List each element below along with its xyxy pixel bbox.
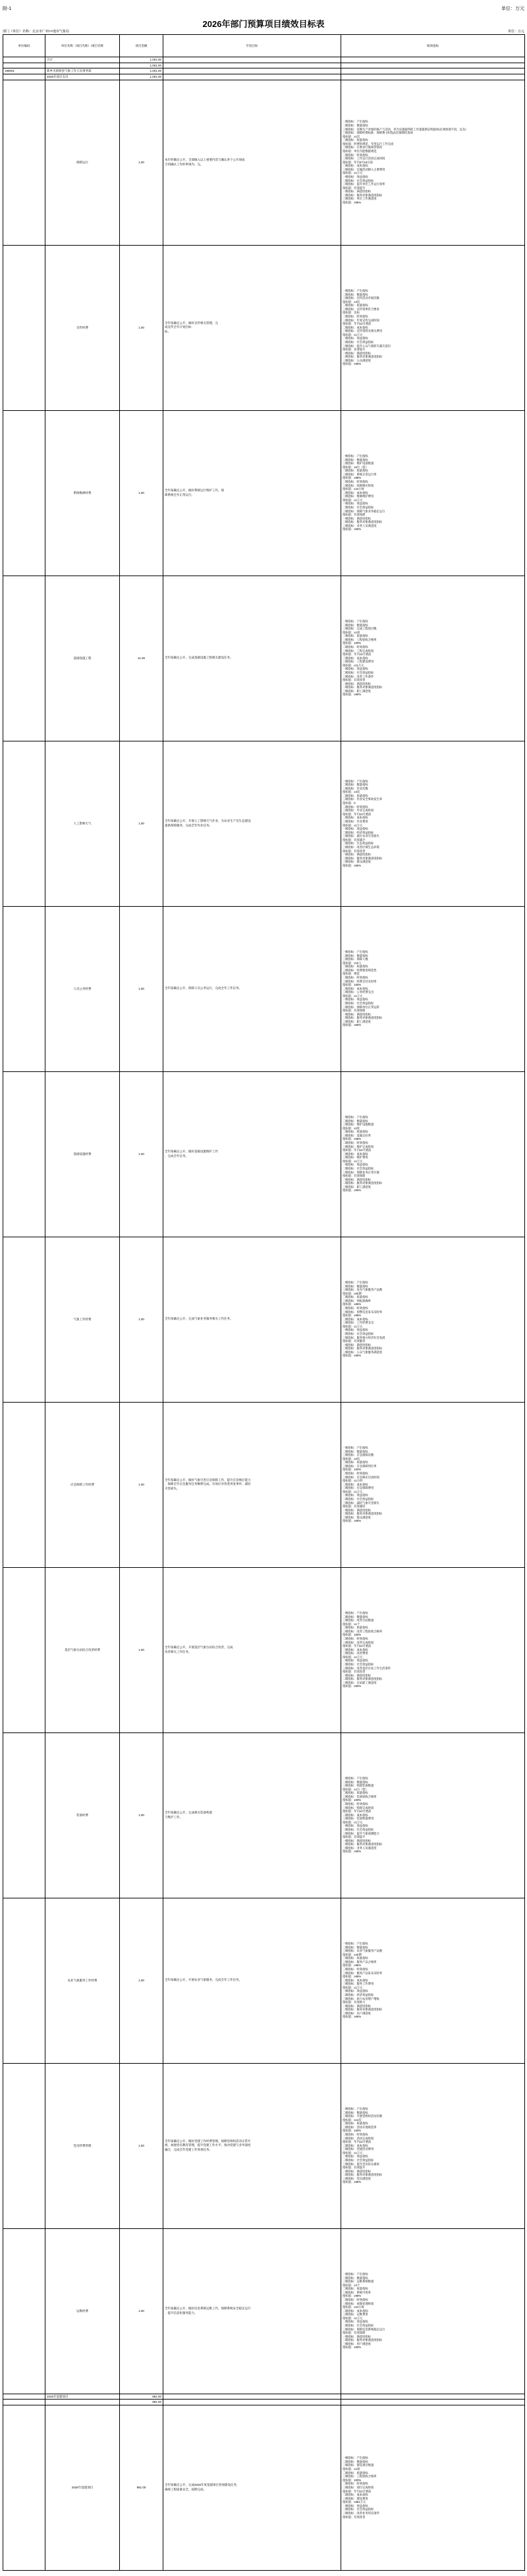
- table-row: [3, 1402, 525, 1567]
- cell-budget: 1.00: [120, 80, 163, 245]
- cell-dept: [3, 57, 45, 63]
- header-indicators: 绩效指标: [341, 35, 525, 57]
- cell-dept: [3, 1237, 45, 1402]
- cell-goal: [163, 74, 341, 80]
- table-row: [3, 2405, 525, 2570]
- cell-goal: [163, 2394, 341, 2400]
- cell-project-name: 基层气象台站综合改善经费: [45, 1567, 120, 1732]
- subtotal-row: [3, 2400, 525, 2405]
- cell-name: [45, 2400, 120, 2405]
- cell-goal: [163, 63, 341, 68]
- cell-budget: 1.00: [120, 1071, 163, 1237]
- cell-project-name: 基础设施工程: [45, 576, 120, 741]
- cell-indicators: 一级指标：产出指标 二级指标：数量指标 三级指标：保障人数 指标值：≥10人 二级指标：质量指标 三级指标：经费使用规范性 指标值：规范 二级指标：时效指标 三级指标：经费支付及时率 指标值：100% 二级指标：成本指标 三级指标：公务经费支出 指标值：≤1万元 一级指标：效益指标 二级指标：社会效益指标 三级指标：保障单位正常运转 指标值：有效保障 一级指标：满意度指标 二级指标：服务对象满意度指标 三级指标：职工满意度 指标值：≥90%: [341, 906, 525, 1071]
- cell-indicators: [341, 2394, 525, 2400]
- page-title: 2026年部门预算项目绩效目标表: [202, 19, 325, 29]
- cell-indicators: 一级指标：产出指标 二级指标：数量指标 三级指标：完成工程项目数 指标值：≥1项 二级指标：质量指标 三级指标：工程验收合格率 指标值：100% 二级指标：时效指标 三级指标：工程完成时间 指标值：年内12月底前 二级指标：成本指标 三级指标：工程建设费用 指标值：≤11万元 一级指标：效益指标 二级指标：社会效益指标 三级指标：改善工作条件 指标值：有效改善 一级指标：满意度指标 二级指标：服务对象满意度指标 三级指标：职工满意度 指标值：≥90%: [341, 576, 525, 741]
- cell-goal: 全年按确定公开，完成2026年度基建项目各项建设任务， 确保工程质量安全，按期完成。: [163, 2405, 341, 2570]
- cell-indicators: 一级指标：产出指标 二级指标：数量指标 三级指标：应急演练次数 指标值：≥2次 二级指标：质量指标 三级指标：应急保障到位率 指标值：100% 二级指标：时效指标 三级指标：应急响应启动时间 指标值：≤1小时 二级指标：成本指标 三级指标：应急保障费用 指标值：≤1万元 一级指标：效益指标 二级指标：社会效益指标 三级指标：减轻气象灾害损失 指标值：有效减轻 一级指标：满意度指标 二级指标：服务对象满意度指标 三级指标：群众满意度 指标值：≥90%: [341, 1402, 525, 1567]
- cell-budget: 1,001.00: [120, 74, 163, 80]
- cell-dept: [3, 2405, 45, 2570]
- summary-row: [3, 63, 525, 68]
- cell-project-name: 2026年基建项目: [45, 2405, 120, 2570]
- cell-goal: 全年按确定公开，保障人员公务运行，完成全年工作任务。: [163, 906, 341, 1071]
- cell-indicators: [341, 68, 525, 74]
- cell-indicators: 一级指标：产出指标 二级指标：数量指标 三级指标：发布气象服务产品数 指标值：≥50期 二级指标：质量指标 三级指标：预报准确率 指标值：≥85% 二级指标：时效指标 三级指标：预警信息发布及时率 指标值：≥95% 二级指标：成本指标 三级指标：工作经费支出 指标值：≤1万元 一级指标：效益指标 二级指标：社会效益指标 三级指标：服务地方经济社会发展 指标值：有效服务 一级指标：满意度指标 二级指标：服务对象满意度指标 三级指标：公众气象服务满意度 指标值：≥90%: [341, 1237, 525, 1402]
- cell-dept: [3, 80, 45, 245]
- cell-goal: 全年按确定公开，完成相关装备购置 与维护工作。: [163, 1732, 341, 1898]
- cell-indicators: 一级指标：产出指标 二级指标：数量指标 三级指标：农业气象服务产品数 指标值：≥20期 二级指标：质量指标 三级指标：服务产品合格率 指标值：≥95% 二级指标：时效指标 三级指标：服务产品发布及时率 指标值：≥95% 二级指标：成本指标 三级指标：服务工作费用 指标值：≤1万元 一级指标：效益指标 二级指标：经济效益指标 三级指标：助力农业增产增收 指标值：有效助力 一级指标：满意度指标 二级指标：服务对象满意度指标 三级指标：农户满意度 指标值：≥90%: [341, 1898, 525, 2063]
- summary-row: [3, 68, 525, 74]
- cell-dept: [3, 1567, 45, 1732]
- unit-name-line: 部门（单位）名称：北京市广州××地市气象局: [3, 30, 69, 34]
- cell-budget: 1.00: [120, 410, 163, 576]
- cell-indicators: 一级指标：产出指标 二级指标：数量指标 三级指标：宣传活动开展次数 指标值：≥3次 二级指标：质量指标 三级指标：宣传效果符合要求 指标值：达标 二级指标：时效指标 三级指标：年度宣传完成时间 指标值：年内12月底前 二级指标：成本指标 三级指标：宣传资料及相关费用 指标值：≤1万元 一级指标：效益指标 二级指标：社会效益指标 三级指标：提升公众气象防灾减灾意识 指标值：显著提升 一级指标：满意度指标 二级指标：服务对象满意度指标 三级指标：公众满意度 指标值：≥90%: [341, 245, 525, 410]
- cell-dept: [3, 576, 45, 741]
- cell-project-name: 基础设施经费: [45, 1071, 120, 1237]
- table-row: [3, 410, 525, 576]
- cell-goal: 全年按确定公开，做好基础设施维护工作 ，完成全年任务。: [163, 1071, 341, 1237]
- cell-project-name: 保障运行: [45, 80, 120, 245]
- cell-goal: 全年按确定公开，开展基层气象台站综合改善，完成 改善相关工作任务。: [163, 1567, 341, 1732]
- cell-name: 新乡市新桥县气象工作人员事务部: [45, 68, 120, 74]
- cell-budget: 1.00: [120, 1567, 163, 1732]
- header-budget: 项目金额: [120, 35, 163, 57]
- cell-project-name: 党员经费管理: [45, 2063, 120, 2228]
- cell-goal: [163, 68, 341, 74]
- cell-budget: 1.00: [120, 1898, 163, 2063]
- cell-goal: 全年按确定公开，开展农业气象服务，完成全年工作任务。: [163, 1898, 341, 2063]
- cell-budget: 981.00: [120, 2400, 163, 2405]
- cell-dept: [3, 63, 45, 68]
- cell-goal: 全年按确定公开，做好信息系统运维工作，保障系统安全稳定运行 ，提升信息化服务能力。: [163, 2228, 341, 2394]
- page-marker: 附-1: [3, 7, 12, 11]
- cell-budget: 1,001.00: [120, 63, 163, 68]
- cell-project-name: 装备经费: [45, 1732, 120, 1898]
- cell-project-name: 农业气象服务工作经费: [45, 1898, 120, 2063]
- cell-indicators: 一级指标：产出指标 二级指标：数量指标 三级指标：运维系统数量 指标值：≥3个 二级指标：质量指标 三级指标：系统可用率 指标值：≥99% 二级指标：时效指标 三级指标：故障处理时间 指标值：≤24小时 二级指标：成本指标 三级指标：运维费用 指标值：≤1万元 一级指标：效益指标 二级指标：社会效益指标 三级指标：保障信息系统稳定运行 指标值：有效保障 一级指标：满意度指标 二级指标：服务对象满意度指标 三级指标：用户满意度 指标值：≥90%: [341, 2228, 525, 2394]
- cell-dept: [3, 906, 45, 1071]
- cell-name: [45, 63, 120, 68]
- table-row: [3, 1898, 525, 2063]
- cell-goal: 全年按确定公开，完成气象业务服务相关工作任务。: [163, 1237, 341, 1402]
- header-dept: 单位编码: [3, 35, 45, 57]
- table-row: [3, 1732, 525, 1898]
- cell-goal: [163, 57, 341, 63]
- cell-dept: [3, 74, 45, 80]
- cell-project-name: 人工影响天气: [45, 741, 120, 906]
- table-row: [3, 1071, 525, 1237]
- cell-indicators: 一级指标：产出指标 二级指标：数量指标 三级指标：建设项目数量 指标值：≥1项 二级指标：质量指标 三级指标：工程验收合格率 指标值：100% 二级指标：时效指标 三级指标：项目完成时间 指标值：年内12月底前 二级指标：成本指标 三级指标：建设费用 指标值：≤981万元 一级指标：效益指标 二级指标：社会效益指标 三级指标：改善业务用房条件 指标值：有效改善: [341, 2405, 525, 2570]
- table-row: [3, 1567, 525, 1732]
- subtotal-row: [3, 2394, 525, 2400]
- cell-project-name: 宣传经费: [45, 245, 120, 410]
- table-row: [3, 906, 525, 1071]
- table-row: [3, 1237, 525, 1402]
- cell-name: 2026年项目支出: [45, 74, 120, 80]
- page-unit-corner: 单位：万元: [501, 7, 524, 11]
- cell-indicators: [341, 2400, 525, 2405]
- cell-dept: [3, 2228, 45, 2394]
- cell-budget: 1.00: [120, 2063, 163, 2228]
- cell-budget: 1.00: [120, 245, 163, 410]
- cell-budget: 1.00: [120, 1402, 163, 1567]
- cell-project-name: 气象工作经费: [45, 1237, 120, 1402]
- cell-dept: [3, 1898, 45, 2063]
- table-row: [3, 2063, 525, 2228]
- cell-indicators: 一级指标：产出指标 二级指标：数量指标 三级指标：反映生产对象的核产与活动，但为实施取得的工作量提供证明(指标必须体现不同，以及） 三级指标：保障经费标准：保障费·(各类)/1次保障检查项 指标值：≥1次 二级指标：质量指标 指标值：经费的规范，年度运行工作完成 三级指标：在要求行驶保管情况 指标值：单位内能数据规范 二级指标：时效指标 三级指标：工作运行活动完成时间 指标值：年内3月15日前 二级指标：成本指标 三级指标：实施活动制入主要费用 指标值：≤1万元 一级指标：效益指标 二级指标：社会效益指标 三级指标：提升单位工作运行效率 指标值：有效提升 一级指标：满意度指标 二级指标：服务对象满意度指标 三级指标：单位工作满意度 指标值：≥95%: [341, 80, 525, 245]
- cell-indicators: 一级指标：产出指标 二级指标：数量指标 三级指标：开展党组织活动次数 指标值：≥12次 二级指标：质量指标 三级指标：活动开展规范率 指标值：100% 二级指标：时效指标 三级指标：活动完成时间 指标值：年内12月底前 二级指标：成本指标 三级指标：党建活动费用 指标值：≤1万元 一级指标：效益指标 二级指标：社会效益指标 三级指标：提升党员队伍素质 指标值：有效提升 一级指标：满意度指标 二级指标：服务对象满意度指标 三级指标：党员满意度 指标值：≥95%: [341, 2063, 525, 2228]
- cell-project-name: 人员公务经费: [45, 906, 120, 1071]
- cell-goal: 全年按确定公开，做好宣传相关管理，完 成宣传全年计划目标 标。: [163, 245, 341, 410]
- cell-budget: 1.00: [120, 1732, 163, 1898]
- table-row: [3, 80, 525, 245]
- cell-project-name: 运维经费: [45, 2228, 120, 2394]
- cell-budget: 1,001.00: [120, 57, 163, 63]
- cell-budget: 11.00: [120, 576, 163, 741]
- cell-dept: [3, 410, 45, 576]
- cell-budget: 1,001.00: [120, 68, 163, 74]
- cell-indicators: 一级指标：产出指标 二级指标：数量指标 三级指标：维护设施数量 指标值：≥2处 二级指标：质量指标 三级指标：设施完好率 指标值：≥95% 二级指标：时效指标 三级指标：维护完成时间 指标值：年内12月底前 二级指标：成本指标 三级指标：维护费用 指标值：≤1万元 一级指标：效益指标 二级指标：社会效益指标 三级指标：保障业务正常开展 指标值：有效保障 一级指标：满意度指标 二级指标：服务对象满意度指标 三级指标：职工满意度 指标值：≥90%: [341, 1071, 525, 1237]
- unit-label: 单位：万元: [507, 30, 524, 34]
- cell-goal: 本年经确定公开，全部做入以上重要内容与确认各个公开项成 合同确认工作的事项内，完。: [163, 80, 341, 245]
- cell-goal: 全年按确定公开，做好系统运行维护工作，保 障系统全年正常运行。: [163, 410, 341, 576]
- cell-budget: 981.00: [120, 2394, 163, 2400]
- cell-dept: [3, 2063, 45, 2228]
- cell-budget: 1.00: [120, 1237, 163, 1402]
- cell-name: 2026年基建项目: [45, 2394, 120, 2400]
- header-goal: 年度目标: [163, 35, 341, 57]
- table-row: [3, 741, 525, 906]
- header-name: 单位名称（项目名称）/项目名称: [45, 35, 120, 57]
- cell-goal: 全年按确定公开，做好气象灾害应急保障工作，提升应急响应能力 ，保障全年应急服务任务顺利完成，有效应对各类突发事件，减轻 灾害损失。: [163, 1402, 341, 1567]
- cell-project-name: 系统维修经费: [45, 410, 120, 576]
- cell-dept: [3, 1402, 45, 1567]
- cell-goal: [163, 2400, 341, 2405]
- table-row: [3, 245, 525, 410]
- summary-row: [3, 74, 525, 80]
- cell-name: 合计: [45, 57, 120, 63]
- cell-dept: [3, 2400, 45, 2405]
- cell-budget: 1.00: [120, 2228, 163, 2394]
- cell-indicators: 一级指标：产出指标 二级指标：数量指标 三级指标：购置装备数量 指标值：≥1台（套） 二级指标：质量指标 三级指标：装备验收合格率 指标值：100% 二级指标：时效指标 三级指标：购置完成时间 指标值：年内12月底前 二级指标：成本指标 三级指标：装备购置费用 指标值：≤1万元 一级指标：效益指标 二级指标：社会效益指标 三级指标：提升气象观测能力 指标值：有效提升 一级指标：满意度指标 二级指标：服务对象满意度指标 三级指标：业务人员满意度 指标值：≥90%: [341, 1732, 525, 1898]
- cell-goal: 全年按确定公开，完成基础设施工程相关建设任务。: [163, 576, 341, 741]
- summary-row: [3, 57, 525, 63]
- cell-dept: 198001: [3, 68, 45, 74]
- cell-dept: [3, 1071, 45, 1237]
- cell-indicators: 一级指标：产出指标 二级指标：数量指标 三级指标：维护设备数量 指标值：≥5台（套） 二级指标：质量指标 三级指标：系统正常运行率 指标值：≥98% 二级指标：时效指标 三级指标：故障响应时间 指标值：≤24小时 二级指标：成本指标 三级指标：维修维护费用 指标值：≤1万元 一级指标：效益指标 二级指标：社会效益指标 三级指标：保障气象业务稳定运行 指标值：有效保障 一级指标：满意度指标 二级指标：服务对象满意度指标 三级指标：业务人员满意度 指标值：≥90%: [341, 410, 525, 576]
- cell-budget: 1.00: [120, 741, 163, 906]
- performance-table: [3, 34, 525, 2571]
- cell-indicators: [341, 63, 525, 68]
- cell-budget: 981.00: [120, 2405, 163, 2570]
- cell-dept: [3, 741, 45, 906]
- cell-indicators: [341, 74, 525, 80]
- cell-dept: [3, 2394, 45, 2400]
- cell-indicators: 一级指标：产出指标 二级指标：数量指标 三级指标：作业次数 指标值：≥3次 二级指标：质量指标 三级指标：作业安全事故发生率 指标值：0 二级指标：时效指标 三级指标：作业完成时间 指标值：年内12月底前 二级指标：成本指标 三级指标：作业费用 指标值：≤1万元 一级指标：效益指标 二级指标：经济效益指标 三级指标：减少农业灾害损失 指标值：有效减少 二级指标：生态效益指标 三级指标：改善区域生态环境 指标值：有效改善 一级指标：满意度指标 二级指标：服务对象满意度指标 三级指标：群众满意度 指标值：≥90%: [341, 741, 525, 906]
- cell-goal: 全年按确定公开，做好党建工作经费管理，保障党组织活动正常开 展，加强党员教育管理，提升党建工作水平，推动党建与业务深度 融合，完成全年党建工作各项任务。: [163, 2063, 341, 2228]
- table-row: [3, 576, 525, 741]
- cell-dept: [3, 245, 45, 410]
- cell-dept: [3, 1732, 45, 1898]
- cell-goal: 全年按确定公开，开展人工影响天气作业，为农业生产及生态建设 提供保障服务，完成全年作业任务。: [163, 741, 341, 906]
- table-header-row: [3, 35, 525, 57]
- cell-project-name: 应急保障工作经费: [45, 1402, 120, 1567]
- cell-indicators: 一级指标：产出指标 二级指标：数量指标 三级指标：改善台站数量 指标值：≥1个 二级指标：质量指标 三级指标：改善工程验收合格率 指标值：100% 二级指标：时效指标 三级指标：改善完成时间 指标值：年内12月底前 二级指标：成本指标 三级指标：改善费用 指标值：≤1万元 一级指标：效益指标 二级指标：社会效益指标 三级指标：改善基层台站工作生活条件 指标值：有效改善 一级指标：满意度指标 二级指标：服务对象满意度指标 三级指标：台站职工满意度 指标值：≥90%: [341, 1567, 525, 1732]
- cell-indicators: [341, 57, 525, 63]
- cell-budget: 1.00: [120, 906, 163, 1071]
- table-row: [3, 2228, 525, 2394]
